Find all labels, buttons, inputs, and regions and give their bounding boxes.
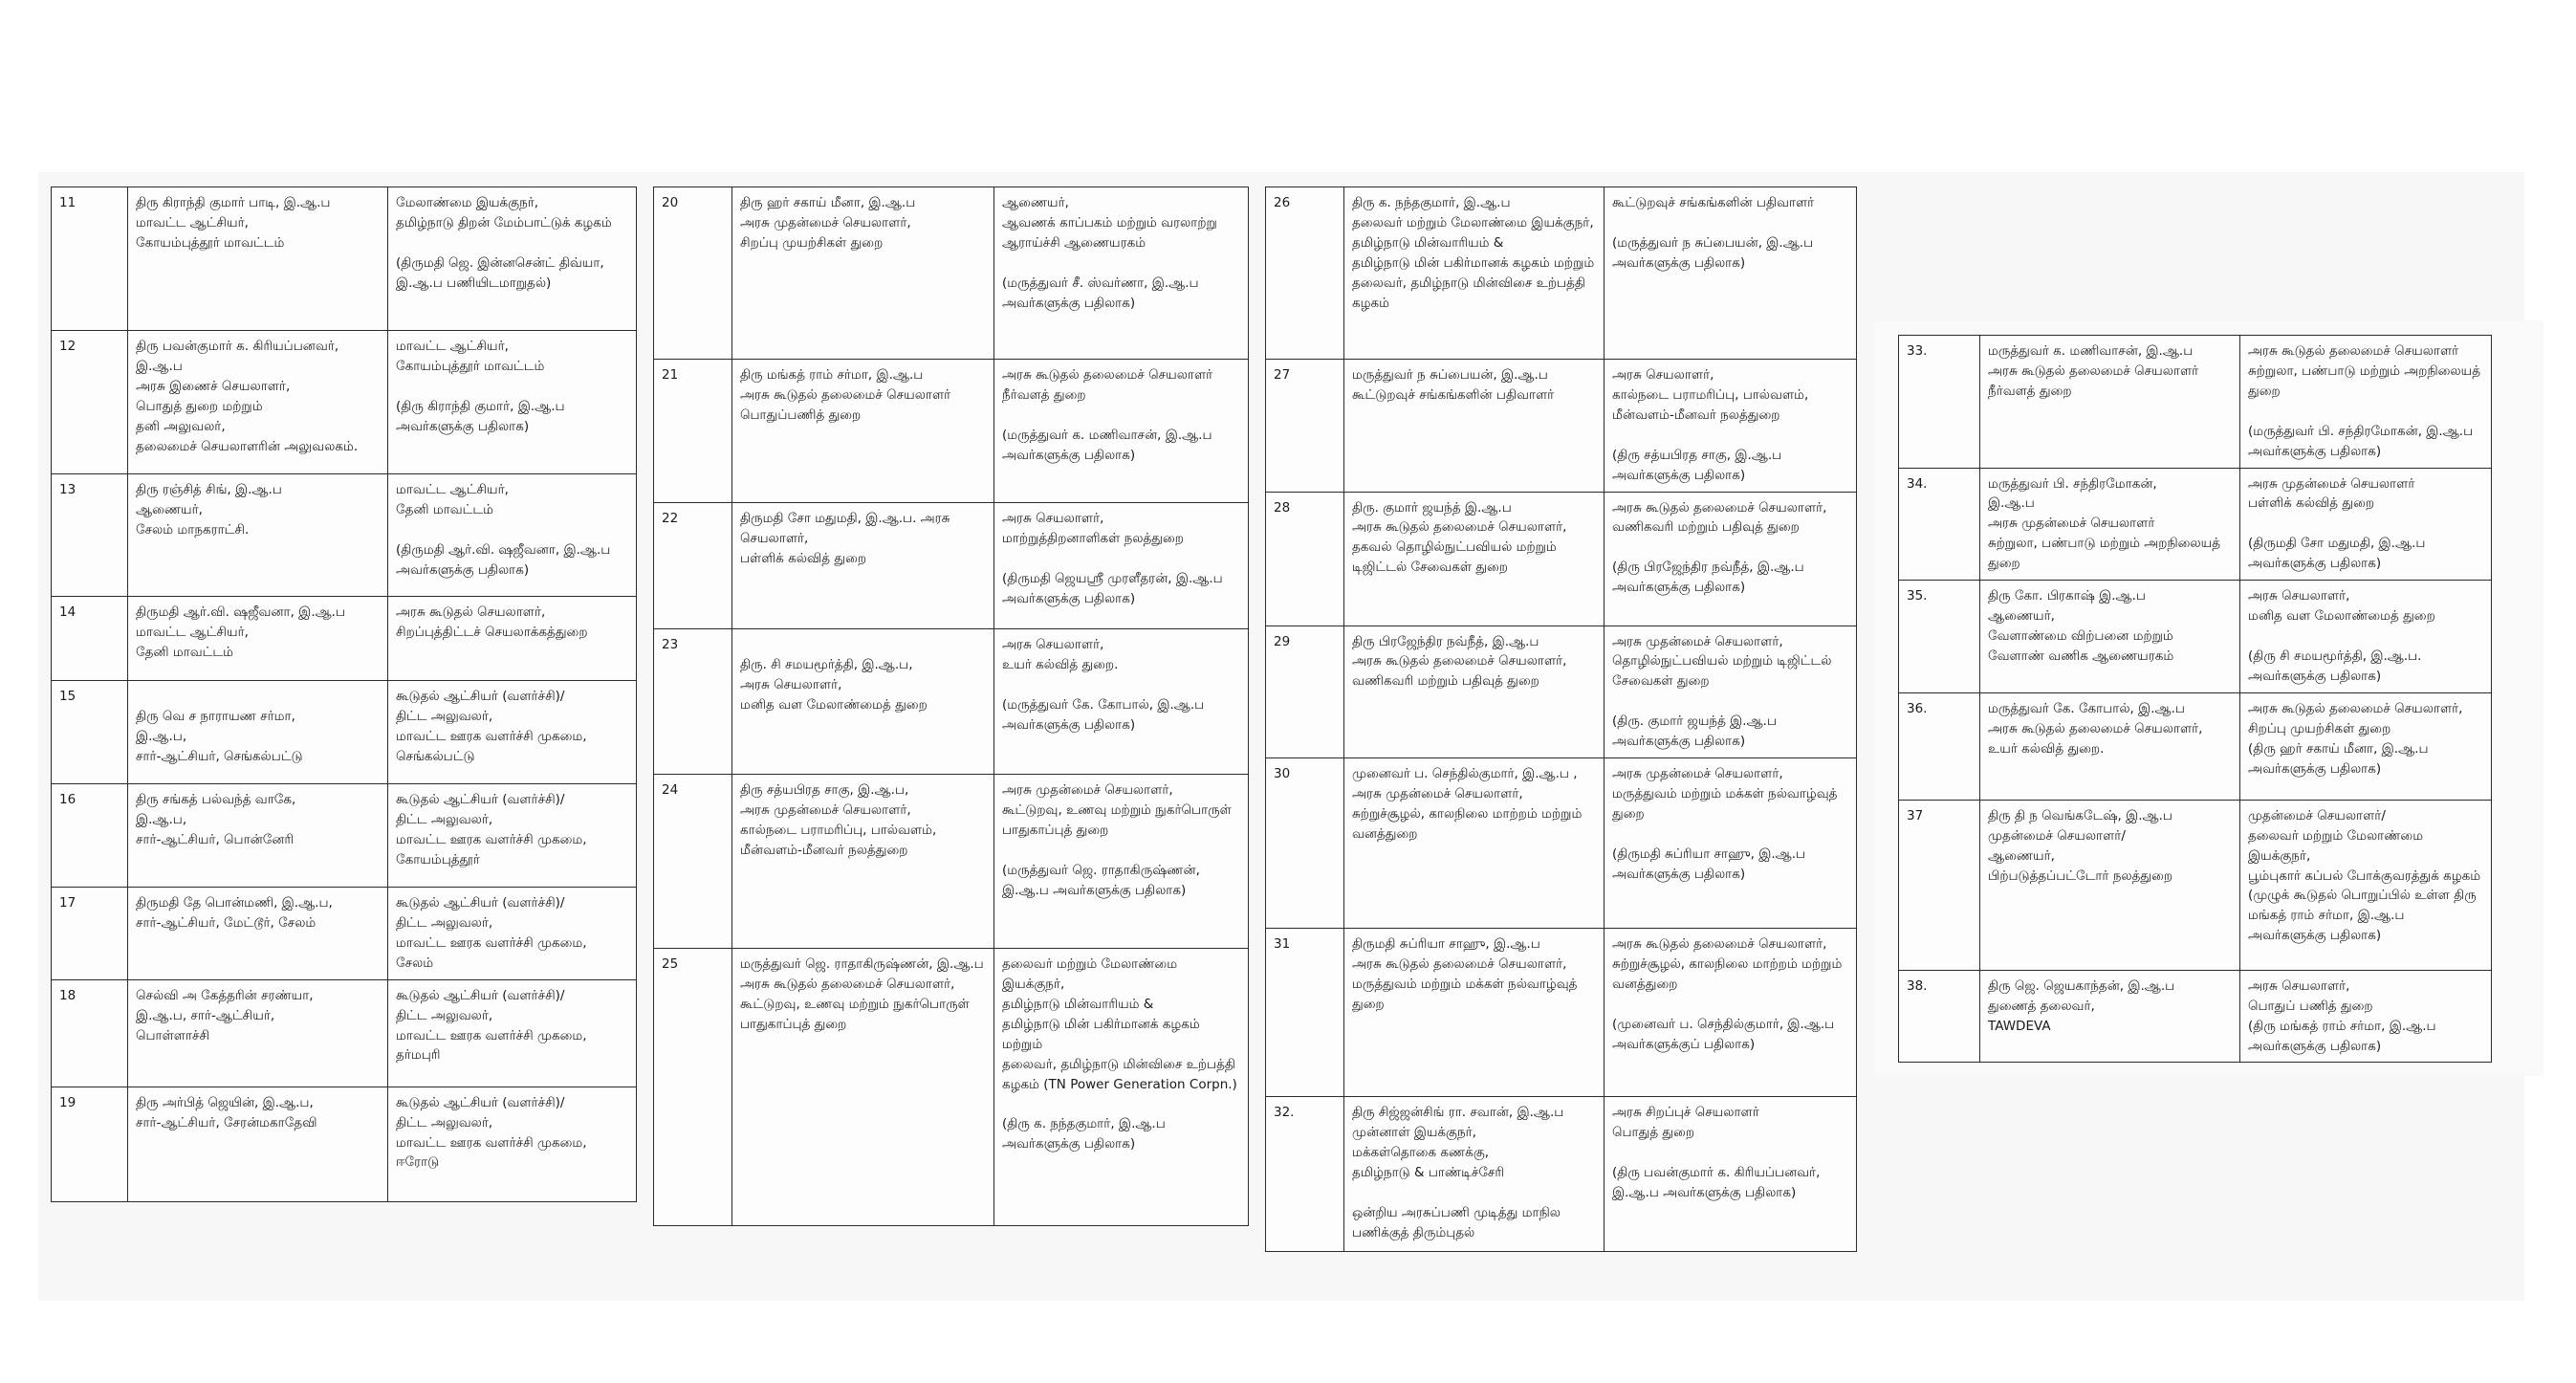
new-posting: மாவட்ட ஆட்சியர், கோயம்புத்தூர் மாவட்டம் (திரு கிராந்தி குமார், இ.ஆ.ப அவர்களுக்கு பதிலாக) <box>388 331 637 474</box>
serial-number: 37 <box>1899 800 1980 970</box>
table-row <box>52 888 637 980</box>
transfer-table-3 <box>1265 187 1857 1252</box>
serial-number: 17 <box>52 888 128 980</box>
new-posting: அரசு கூடுதல் தலைமைச் செயலாளர் சுற்றுலா, பண்பாடு மற்றும் அறநிலையத் துறை (மருத்துவர் பி. சந்திரமோகன், இ.ஆ.ப அவர்களுக்கு பதிலாக) <box>2240 336 2492 469</box>
officer-name: திருமதி ஆர்.வி. ஷஜீவனா, இ.ஆ.ப மாவட்ட ஆட்சியர், தேனி மாவட்டம் <box>128 597 388 681</box>
serial-number: 21 <box>654 360 732 503</box>
serial-number: 12 <box>52 331 128 474</box>
serial-number: 33. <box>1899 336 1980 469</box>
new-posting: அரசு செயலாளர், மனித வள மேலாண்மைத் துறை (திரு சி சமயமூர்த்தி, இ.ஆ.ப. அவர்களுக்கு பதிலாக) <box>2240 581 2492 693</box>
officer-name: திரு தி ந வெங்கடேஷ், இ.ஆ.ப முதன்மைச் செயலாளர்/ ஆணையர், பிற்படுத்தப்பட்டோர் நலத்துறை <box>1980 800 2240 970</box>
new-posting: அரசு முதன்மைச் செயலாளர், தொழில்நுட்பவியல் மற்றும் டிஜிட்டல் சேவைகள் துறை (திரு. குமார் ஜயந்த் இ.ஆ.ப அவர்களுக்கு பதிலாக) <box>1605 626 1857 758</box>
serial-number: 19 <box>52 1087 128 1201</box>
officer-name: மருத்துவர் ஜெ. ராதாகிருஷ்ணன், இ.ஆ.ப அரசு கூடுதல் தலைமைச் செயலாளர், கூட்டுறவு, உணவு மற்றும் நுகர்பொருள் பாதுகாப்புத் துறை <box>732 949 994 1226</box>
serial-number: 38. <box>1899 970 1980 1063</box>
serial-number: 36. <box>1899 692 1980 800</box>
new-posting: கூடுதல் ஆட்சியர் (வளர்ச்சி)/ திட்ட அலுவலர், மாவட்ட ஊரக வளர்ச்சி முகமை, செங்கல்பட்டு <box>388 681 637 784</box>
serial-number: 24 <box>654 775 732 949</box>
serial-number: 13 <box>52 474 128 597</box>
table-row <box>654 775 1249 949</box>
serial-number: 27 <box>1266 360 1344 493</box>
table-row <box>654 187 1249 360</box>
officer-name: மருத்துவர் க. மணிவாசன், இ.ஆ.ப அரசு கூடுதல் தலைமைச் செயலாளர் நீர்வளத் துறை <box>1980 336 2240 469</box>
officer-name: திரு ரஞ்சித் சிங், இ.ஆ.ப ஆணையர், சேலம் மாநகராட்சி. <box>128 474 388 597</box>
officer-name: மருத்துவர் பி. சந்திரமோகன், இ.ஆ.ப அரசு முதன்மைச் செயலாளர் சுற்றுலா, பண்பாடு மற்றும் அறநிலையத் துறை <box>1980 468 2240 581</box>
transfer-table-2 <box>653 187 1249 1226</box>
officer-name: மருத்துவர் கே. கோபால், இ.ஆ.ப அரசு கூடுதல் தலைமைச் செயலாளர், உயர் கல்வித் துறை. <box>1980 692 2240 800</box>
serial-number: 20 <box>654 187 732 360</box>
serial-number: 34. <box>1899 468 1980 581</box>
table-body-2 <box>654 187 1249 1226</box>
serial-number: 22 <box>654 503 732 629</box>
officer-name: திரு பவன்குமார் க. கிரியப்பனவர், இ.ஆ.ப அரசு இணைச் செயலாளர், பொதுத் துறை மற்றும் தனி அலுவலர், தலைமைச் செயலாளரின் அலுவலகம். <box>128 331 388 474</box>
new-posting: ஆணையர், ஆவணக் காப்பகம் மற்றும் வரலாற்று ஆராய்ச்சி ஆணையரகம் (மருத்துவர் சீ. ஸ்வர்ணா, இ.ஆ.ப அவர்களுக்கு பதிலாக) <box>994 187 1249 360</box>
table-row <box>52 187 637 331</box>
officer-name: திரு ஹர் சகாய் மீனா, இ.ஆ.ப அரசு முதன்மைச் செயலாளர், சிறப்பு முயற்சிகள் துறை <box>732 187 994 360</box>
table-row <box>1266 1097 1857 1252</box>
table-row <box>52 331 637 474</box>
new-posting: அரசு சிறப்புச் செயலாளர் பொதுத் துறை (திரு பவன்குமார் க. கிரியப்பனவர், இ.ஆ.ப அவர்களுக்கு பதிலாக) <box>1605 1097 1857 1252</box>
officer-name: திரு ஜெ. ஜெயகாந்தன், இ.ஆ.ப துணைத் தலைவர், TAWDEVA <box>1980 970 2240 1063</box>
new-posting: அரசு முதன்மைச் செயலாளர், மருத்துவம் மற்றும் மக்கள் நல்வாழ்வுத் துறை (திருமதி சுப்ரியா சாஹு, இ.ஆ.ப அவர்களுக்கு பதிலாக) <box>1605 758 1857 929</box>
table-row <box>52 979 637 1087</box>
table-row <box>1266 187 1857 360</box>
officer-name: திருமதி தே பொன்மணி, இ.ஆ.ப, சார்-ஆட்சியர், மேட்டூர், சேலம் <box>128 888 388 980</box>
table-row <box>52 474 637 597</box>
new-posting: கூடுதல் ஆட்சியர் (வளர்ச்சி)/ திட்ட அலுவலர், மாவட்ட ஊரக வளர்ச்சி முகமை, தர்மபுரி <box>388 979 637 1087</box>
table-row <box>1899 970 2492 1063</box>
transfer-table-1 <box>51 187 637 1202</box>
officer-name: திரு. சி சமயமூர்த்தி, இ.ஆ.ப, அரசு செயலாளர், மனித வள மேலாண்மைத் துறை <box>732 629 994 775</box>
table-body-1 <box>52 187 637 1202</box>
new-posting: முதன்மைச் செயலாளர்/ தலைவர் மற்றும் மேலாண்மை இயக்குநர், பூம்புகார் கப்பல் போக்குவரத்துக் கழகம் (முழுக் கூடுதல் பொறுப்பில் உள்ள திரு மங்கத் ராம் சர்மா, இ.ஆ.ப அவர்களுக்கு பதிலாக) <box>2240 800 2492 970</box>
new-posting: கூடுதல் ஆட்சியர் (வளர்ச்சி)/ திட்ட அலுவலர், மாவட்ட ஊரக வளர்ச்சி முகமை, கோயம்புத்தூர் <box>388 784 637 888</box>
serial-number: 18 <box>52 979 128 1087</box>
officer-name: திரு கோ. பிரகாஷ் இ.ஆ.ப ஆணையர், வேளாண்மை விற்பனை மற்றும் வேளாண் வணிக ஆணையரகம் <box>1980 581 2240 693</box>
table-row <box>654 360 1249 503</box>
table-row <box>1899 692 2492 800</box>
officer-name: முனைவர் ப. செந்தில்குமார், இ.ஆ.ப , அரசு முதன்மைச் செயலாளர், சுற்றுச்சூழல், காலநிலை மாற்றம் மற்றும் வனத்துறை <box>1344 758 1605 929</box>
new-posting: அரசு கூடுதல் தலைமைச் செயலாளர், வணிகவரி மற்றும் பதிவுத் துறை (திரு பிரஜேந்திர நவ்நீத், இ.ஆ.ப அவர்களுக்கு பதிலாக) <box>1605 492 1857 626</box>
officer-name: செல்வி அ கேத்தரின் சரண்யா, இ.ஆ.ப, சார்-ஆட்சியர், பொள்ளாச்சி <box>128 979 388 1087</box>
table-row <box>1266 758 1857 929</box>
officer-name: திருமதி சோ மதுமதி, இ.ஆ.ப. அரசு செயலாளர், பள்ளிக் கல்வித் துறை <box>732 503 994 629</box>
new-posting: அரசு செயலாளர், மாற்றுத்திறனாளிகள் நலத்துறை (திருமதி ஜெயஸ்ரீ முரளீதரன், இ.ஆ.ப அவர்களுக்கு பதிலாக) <box>994 503 1249 629</box>
table-row <box>654 949 1249 1226</box>
new-posting: அரசு கூடுதல் தலைமைச் செயலாளர், சிறப்பு முயற்சிகள் துறை (திரு ஹர் சகாய் மீனா, இ.ஆ.ப அவர்களுக்கு பதிலாக) <box>2240 692 2492 800</box>
table-row <box>1266 492 1857 626</box>
new-posting: அரசு கூடுதல் தலைமைச் செயலாளர், சுற்றுச்சூழல், காலநிலை மாற்றம் மற்றும் வனத்துறை (முனைவர் ப. செந்தில்குமார், இ.ஆ.ப அவர்களுக்குப் பதிலாக) <box>1605 929 1857 1097</box>
table-row <box>1899 468 2492 581</box>
serial-number: 16 <box>52 784 128 888</box>
serial-number: 15 <box>52 681 128 784</box>
table-row <box>1899 336 2492 469</box>
officer-name: திரு கிராந்தி குமார் பாடி, இ.ஆ.ப மாவட்ட ஆட்சியர், கோயம்புத்தூர் மாவட்டம் <box>128 187 388 331</box>
new-posting: மேலாண்மை இயக்குநர், தமிழ்நாடு திறன் மேம்பாட்டுக் கழகம் (திருமதி ஜெ. இன்னசென்ட் திவ்யா, இ.ஆ.ப பணியிடமாறுதல்) <box>388 187 637 331</box>
new-posting: அரசு முதன்மைச் செயலாளர், கூட்டுறவு, உணவு மற்றும் நுகர்பொருள் பாதுகாப்புத் துறை (மருத்துவர் ஜெ. ராதாகிருஷ்ணன், இ.ஆ.ப அவர்களுக்கு பதிலாக) <box>994 775 1249 949</box>
serial-number: 35. <box>1899 581 1980 693</box>
officer-name: திரு க. நந்தகுமார், இ.ஆ.ப தலைவர் மற்றும் மேலாண்மை இயக்குநர், தமிழ்நாடு மின்வாரியம் & தமிழ்நாடு மின் பகிர்மானக் கழகம் மற்றும் தலைவர், தமிழ்நாடு மின்விசை உற்பத்தி கழகம் <box>1344 187 1605 360</box>
serial-number: 14 <box>52 597 128 681</box>
table-row <box>654 629 1249 775</box>
table-row <box>1266 360 1857 493</box>
table-row <box>1899 800 2492 970</box>
table-row <box>1266 929 1857 1097</box>
new-posting: மாவட்ட ஆட்சியர், தேனி மாவட்டம் (திருமதி ஆர்.வி. ஷஜீவனா, இ.ஆ.ப அவர்களுக்கு பதிலாக) <box>388 474 637 597</box>
officer-name: மருத்துவர் ந சுப்பையன், இ.ஆ.ப கூட்டுறவுச் சங்கங்களின் பதிவாளர் <box>1344 360 1605 493</box>
table-row <box>52 681 637 784</box>
new-posting: கூடுதல் ஆட்சியர் (வளர்ச்சி)/ திட்ட அலுவலர், மாவட்ட ஊரக வளர்ச்சி முகமை, சேலம் <box>388 888 637 980</box>
new-posting: அரசு செயலாளர், கால்நடை பராமரிப்பு, பால்வளம், மீன்வளம்-மீனவர் நலத்துறை (திரு சத்யபிரத சாகு, இ.ஆ.ப அவர்களுக்கு பதிலாக) <box>1605 360 1857 493</box>
serial-number: 23 <box>654 629 732 775</box>
officer-name: திரு சிஜ்ஜன்சிங் ரா. சவான், இ.ஆ.ப முன்னாள் இயக்குநர், மக்கள்தொகை கணக்கு, தமிழ்நாடு & பாண்டிச்சேரி ஒன்றிய அரசுப்பணி முடித்து மாநில பணிக்குத் திரும்புதல் <box>1344 1097 1605 1252</box>
new-posting: கூட்டுறவுச் சங்கங்களின் பதிவாளர் (மருத்துவர் ந சுப்பையன், இ.ஆ.ப அவர்களுக்கு பதிலாக) <box>1605 187 1857 360</box>
table-row <box>52 597 637 681</box>
serial-number: 28 <box>1266 492 1344 626</box>
officer-name: திரு. குமார் ஜயந்த் இ.ஆ.ப அரசு கூடுதல் தலைமைச் செயலாளர், தகவல் தொழில்நுட்பவியல் மற்றும் டிஜிட்டல் சேவைகள் துறை <box>1344 492 1605 626</box>
officer-name: திரு அர்பித் ஜெயின், இ.ஆ.ப, சார்-ஆட்சியர், சேரன்மகாதேவி <box>128 1087 388 1201</box>
serial-number: 30 <box>1266 758 1344 929</box>
new-posting: அரசு முதன்மைச் செயலாளர் பள்ளிக் கல்வித் துறை (திருமதி சோ மதுமதி, இ.ஆ.ப அவர்களுக்கு பதிலாக) <box>2240 468 2492 581</box>
officer-name: திருமதி சுப்ரியா சாஹு, இ.ஆ.ப அரசு கூடுதல் தலைமைச் செயலாளர், மருத்துவம் மற்றும் மக்கள் நல்வாழ்வுத் துறை <box>1344 929 1605 1097</box>
officer-name: திரு மங்கத் ராம் சர்மா, இ.ஆ.ப அரசு கூடுதல் தலைமைச் செயலாளர் பொதுப்பணித் துறை <box>732 360 994 503</box>
table-row <box>654 503 1249 629</box>
officer-name: திரு வெ ச நாராயண சர்மா, இ.ஆ.ப, சார்-ஆட்சியர், செங்கல்பட்டு <box>128 681 388 784</box>
officer-name: திரு பிரஜேந்திர நவ்நீத், இ.ஆ.ப அரசு கூடுதல் தலைமைச் செயலாளர், வணிகவரி மற்றும் பதிவுத் துறை <box>1344 626 1605 758</box>
serial-number: 31 <box>1266 929 1344 1097</box>
new-posting: அரசு செயலாளர், உயர் கல்வித் துறை. (மருத்துவர் கே. கோபால், இ.ஆ.ப அவர்களுக்கு பதிலாக) <box>994 629 1249 775</box>
serial-number: 26 <box>1266 187 1344 360</box>
new-posting: அரசு கூடுதல் செயலாளர், சிறப்புத்திட்டச் செயலாக்கத்துறை <box>388 597 637 681</box>
serial-number: 11 <box>52 187 128 331</box>
new-posting: அரசு செயலாளர், பொதுப் பணித் துறை (திரு மங்கத் ராம் சர்மா, இ.ஆ.ப அவர்களுக்கு பதிலாக) <box>2240 970 2492 1063</box>
new-posting: தலைவர் மற்றும் மேலாண்மை இயக்குநர், தமிழ்நாடு மின்வாரியம் & தமிழ்நாடு மின் பகிர்மானக் கழகம் மற்றும் தலைவர், தமிழ்நாடு மின்விசை உற்பத்தி கழகம் (TN Power Generation Corpn.) (திரு க. நந்தகுமார், இ.ஆ.ப அவர்களுக்கு பதிலாக) <box>994 949 1249 1226</box>
table-body-3 <box>1266 187 1857 1252</box>
serial-number: 32. <box>1266 1097 1344 1252</box>
table-row <box>52 784 637 888</box>
transfer-table-4 <box>1898 335 2492 1063</box>
serial-number: 25 <box>654 949 732 1226</box>
table-row <box>1266 626 1857 758</box>
table-row <box>1899 581 2492 693</box>
new-posting: அரசு கூடுதல் தலைமைச் செயலாளர் நீர்வளத் துறை (மருத்துவர் க. மணிவாசன், இ.ஆ.ப அவர்களுக்கு பதிலாக) <box>994 360 1249 503</box>
officer-name: திரு சத்யபிரத சாகு, இ.ஆ.ப, அரசு முதன்மைச் செயலாளர், கால்நடை பராமரிப்பு, பால்வளம், மீன்வளம்-மீனவர் நலத்துறை <box>732 775 994 949</box>
officer-name: திரு சங்கத் பல்வந்த் வாகே, இ.ஆ.ப, சார்-ஆட்சியர், பொன்னேரி <box>128 784 388 888</box>
new-posting: கூடுதல் ஆட்சியர் (வளர்ச்சி)/ திட்ட அலுவலர், மாவட்ட ஊரக வளர்ச்சி முகமை, ஈரோடு <box>388 1087 637 1201</box>
table-row <box>52 1087 637 1201</box>
serial-number: 29 <box>1266 626 1344 758</box>
table-body-4 <box>1899 336 2492 1063</box>
